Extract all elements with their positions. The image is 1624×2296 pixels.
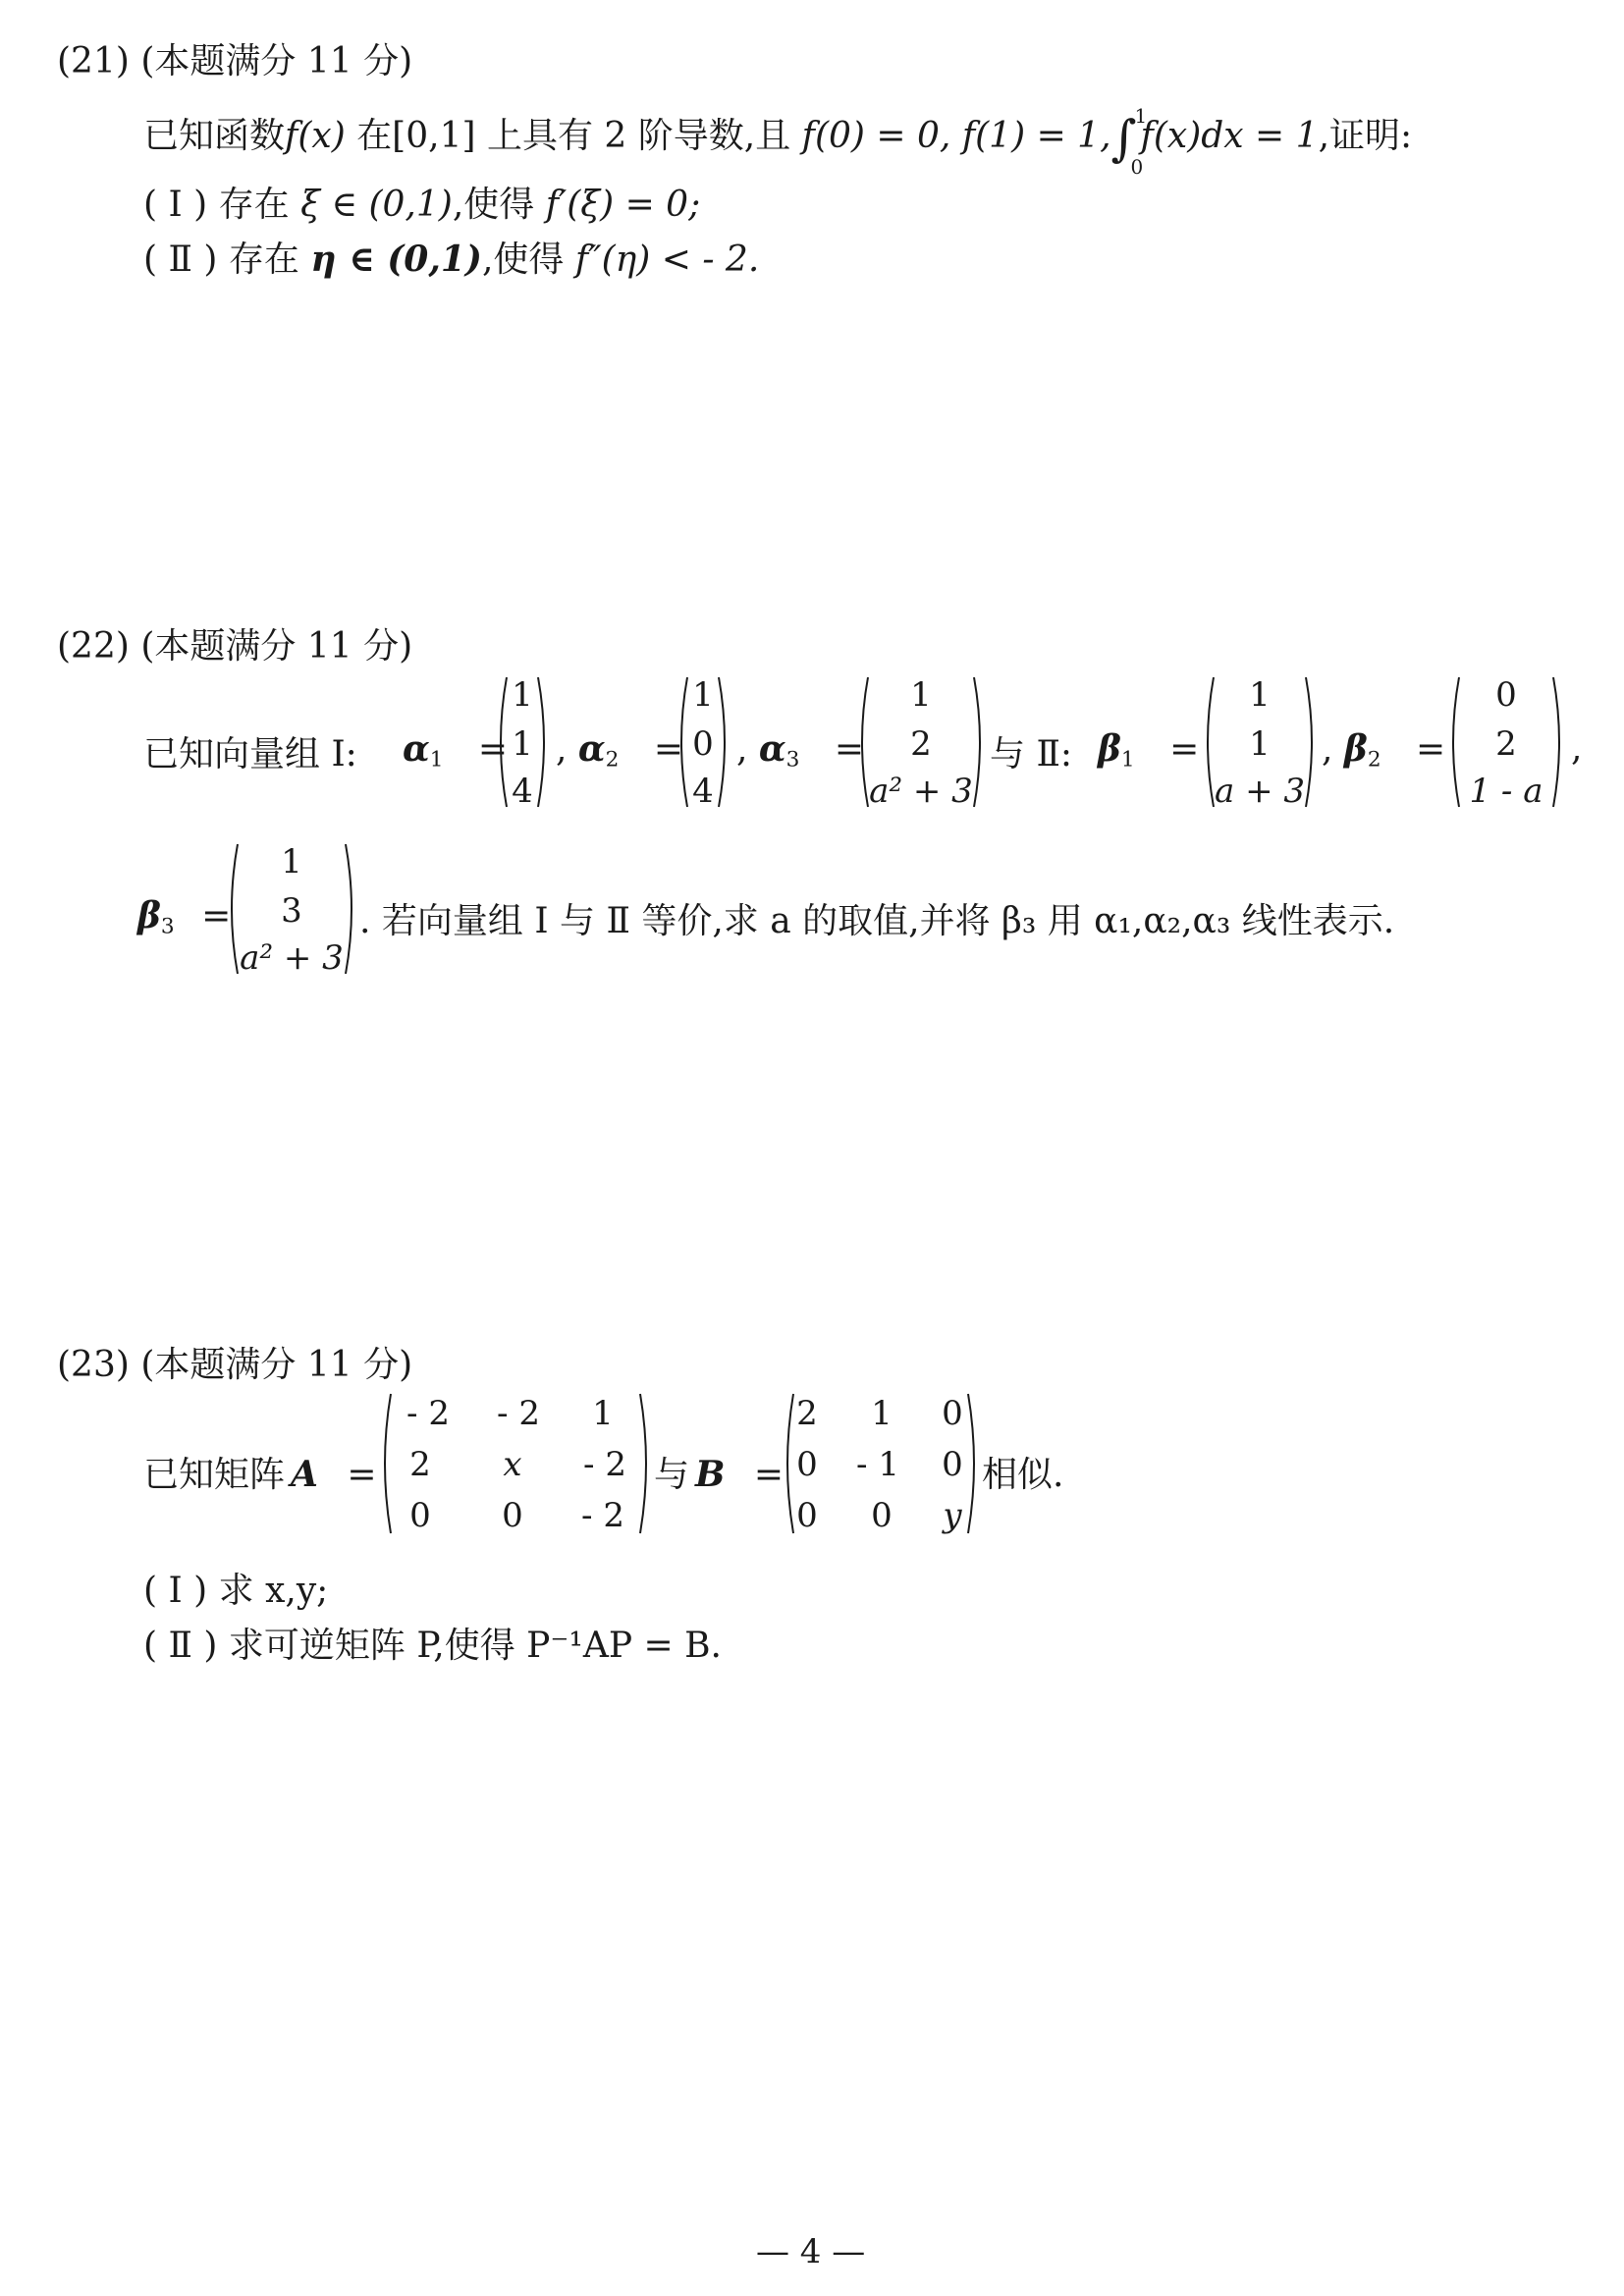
q23-part2-text: 求可逆矩阵 P,使得 P⁻¹AP = B. [228, 1626, 722, 1666]
matrix-b-symbol: B [695, 1454, 726, 1495]
q23-part2-label: ( Ⅱ ) [143, 1626, 218, 1666]
beta2-entry: 0 [1495, 675, 1517, 715]
beta3-symbol: β [137, 895, 161, 936]
q21-stem [143, 104, 1413, 179]
matrix-b-cell: 0 [796, 1445, 818, 1484]
q21-part1 [143, 177, 700, 227]
q22-header [57, 618, 412, 668]
beta2-equals: = [1416, 729, 1446, 770]
alpha2-label [556, 728, 683, 772]
q23-score: (本题满分 11 分) [140, 1345, 413, 1385]
matrix-a-cell: 0 [409, 1496, 431, 1535]
page-number: — 4 — [756, 2232, 866, 2271]
alpha1-equals: = [477, 729, 509, 770]
q21-part2-expr: f″(η) < - 2. [574, 240, 760, 280]
q23-part2 [143, 1618, 722, 1668]
matrix-b-cell: 1 [871, 1394, 893, 1433]
q21-part1-xi: ξ ∈ (0,1) [300, 185, 453, 225]
beta1-subscript: 1 [1120, 747, 1135, 773]
q21-int-lower: 0 [1130, 155, 1144, 179]
beta3-entry: 3 [281, 891, 302, 931]
beta3-vector [224, 840, 359, 978]
beta1-vector [1200, 673, 1320, 811]
q23-part1-label: ( Ⅰ ) [143, 1571, 208, 1611]
q21-int-upper: 1 [1134, 104, 1148, 128]
alpha3-symbol: α [758, 728, 786, 770]
q22-lead: 已知向量组 Ⅰ: [143, 734, 357, 774]
alpha2-entry: 0 [692, 724, 714, 764]
alpha2-entry: 1 [692, 675, 714, 715]
q21-conditions: f(0) = 0, f(1) = 1, [801, 116, 1111, 156]
alpha3-equals: = [834, 729, 864, 770]
beta2-label [1322, 728, 1445, 772]
q23-equals: = [347, 1455, 377, 1495]
q22-score: (本题满分 11 分) [140, 626, 413, 667]
matrix-a-cell: - 2 [581, 1496, 624, 1535]
alpha1-entry: 1 [512, 675, 533, 715]
beta3-label [137, 895, 231, 938]
alpha2-equals: = [653, 729, 683, 770]
alpha2-entry: 4 [692, 772, 714, 811]
q21-part2-text: 存在 [228, 240, 311, 280]
q21-part1-text2: ,使得 [452, 185, 546, 225]
q22-number: (22) [57, 626, 130, 667]
alpha1-vector [493, 673, 552, 811]
matrix-b-cell: 0 [796, 1496, 818, 1535]
beta1-equals: = [1169, 729, 1200, 770]
beta1-entry: 1 [1249, 675, 1271, 715]
beta2-symbol: β [1343, 728, 1368, 770]
beta1-label [1098, 728, 1199, 772]
q23-part1-text: 求 x,y; [218, 1571, 329, 1611]
q21-part1-label: ( Ⅰ ) [143, 185, 208, 225]
q22-tail: . 若向量组 Ⅰ 与 Ⅱ 等价,求 a 的取值,并将 β₃ 用 α₁,α₂,α₃ 线性表示. [359, 901, 1395, 941]
matrix-b-cell: 2 [796, 1394, 818, 1433]
q23-stem [143, 1447, 377, 1497]
alpha3-entry: 2 [910, 724, 932, 764]
q21-prove: ,证明: [1318, 116, 1413, 156]
q21-number: (21) [57, 41, 130, 81]
beta2-subscript: 2 [1367, 747, 1381, 773]
q21-stem-text2: 在[0,1] 上具有 2 阶导数,且 [345, 116, 802, 156]
alpha3-subscript: 3 [785, 747, 800, 773]
matrix-a-cell: 1 [592, 1394, 614, 1433]
beta3-equals: = [201, 896, 232, 936]
beta1-entry: a + 3 [1214, 772, 1306, 811]
matrix-a-cell: - 2 [583, 1445, 626, 1484]
q23-tail: 相似. [982, 1455, 1064, 1495]
alpha2-subscript: 2 [605, 747, 620, 773]
matrix-b-cell: 0 [871, 1496, 893, 1535]
alpha1-entry: 4 [512, 772, 533, 811]
alpha1-symbol: α [403, 728, 430, 770]
alpha2-vector [674, 673, 732, 811]
q21-part2-label: ( Ⅱ ) [143, 240, 218, 280]
q23-header [57, 1337, 412, 1387]
comma: , [556, 729, 568, 770]
beta2-entry: 2 [1495, 724, 1517, 764]
alpha1-subscript: 1 [429, 747, 444, 773]
beta1-entry: 1 [1249, 724, 1271, 764]
beta3-entry: a² + 3 [240, 938, 344, 978]
alpha3-vector [854, 673, 988, 811]
q23-lead: 已知矩阵 [143, 1455, 286, 1495]
matrix-a [377, 1390, 654, 1537]
matrix-b-cell: 0 [942, 1394, 963, 1433]
matrix-a-cell: 0 [502, 1496, 523, 1535]
q21-part2-text2: ,使得 [481, 240, 575, 280]
matrix-b-cell: 0 [942, 1445, 963, 1484]
q22-mid: 与 Ⅱ: [990, 734, 1073, 774]
q22-row1-end: , [1571, 728, 1583, 769]
q21-integral: ∫ 1 0 [1110, 104, 1148, 179]
q23-with [654, 1447, 784, 1497]
beta2-vector [1445, 673, 1567, 811]
alpha3-entry: a² + 3 [869, 772, 973, 811]
matrix-a-cell: x [503, 1445, 522, 1484]
beta3-subscript: 3 [160, 914, 175, 939]
q23-number: (23) [57, 1345, 130, 1385]
q21-part1-expr: f′(ξ) = 0; [545, 185, 701, 225]
alpha3-label [736, 728, 864, 772]
comma: , [1322, 729, 1333, 770]
q21-fx: f(x) [285, 116, 346, 156]
matrix-a-symbol: A [291, 1454, 318, 1495]
matrix-a-cell: 2 [409, 1445, 431, 1484]
q21-part2 [143, 232, 759, 282]
beta1-symbol: β [1098, 728, 1121, 770]
q23-part1 [143, 1563, 328, 1613]
q21-integrand: f(x)dx = 1 [1140, 116, 1319, 156]
q23-with-text: 与 [654, 1455, 690, 1495]
q21-part1-text: 存在 [218, 185, 301, 225]
matrix-b [780, 1390, 982, 1537]
beta3-entry: 1 [281, 842, 302, 881]
q21-score: (本题满分 11 分) [140, 41, 413, 81]
q21-stem-text: 已知函数 [143, 116, 286, 156]
matrix-b-cell: - 1 [856, 1445, 899, 1484]
alpha3-entry: 1 [910, 675, 932, 715]
q21-header [57, 33, 412, 83]
matrix-a-cell: - 2 [406, 1394, 450, 1433]
matrix-a-cell: - 2 [497, 1394, 540, 1433]
q23-equals-b: = [753, 1455, 785, 1495]
alpha2-symbol: α [577, 728, 606, 770]
alpha1-entry: 1 [512, 724, 533, 764]
matrix-b-cell: y [943, 1496, 962, 1535]
q21-part2-eta: η ∈ (0,1) [310, 239, 482, 280]
beta2-entry: 1 - a [1469, 772, 1543, 811]
comma: , [736, 729, 748, 770]
